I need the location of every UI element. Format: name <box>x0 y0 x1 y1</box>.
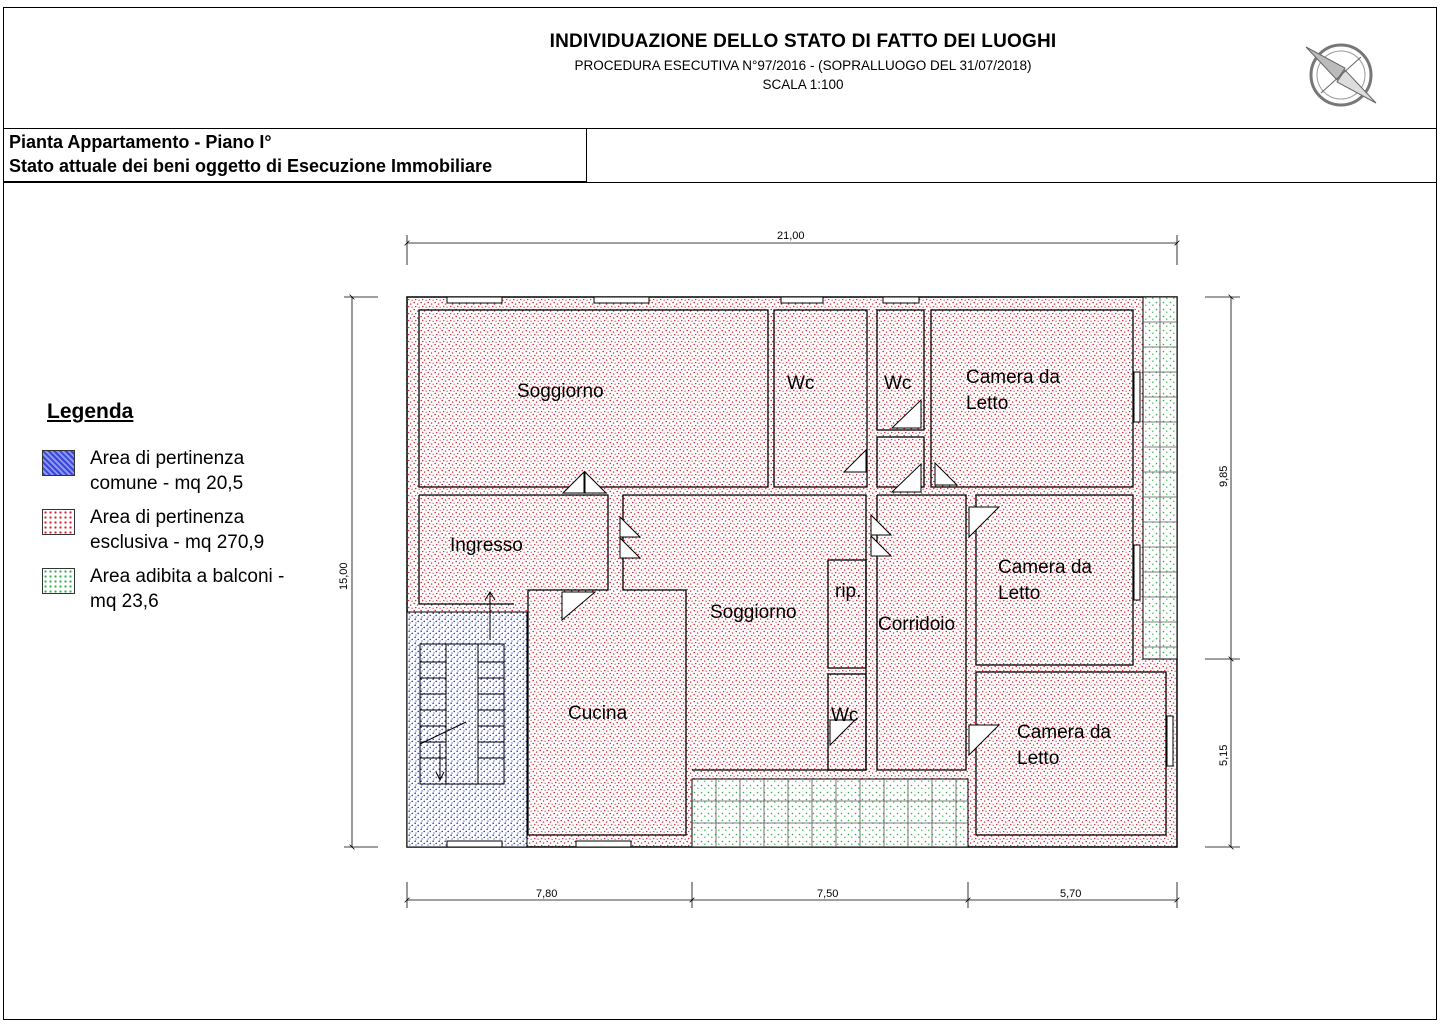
balcony-right <box>1143 297 1177 659</box>
room-label-camera: Camera da <box>1017 722 1111 743</box>
legend-title: Legenda <box>47 400 134 423</box>
room-label-wc: Wc <box>787 373 815 394</box>
room-label-soggiorno: Soggiorno <box>710 602 797 623</box>
legend-item-label: esclusiva - mq 270,9 <box>90 532 265 553</box>
room-label-ripostiglio: rip. <box>835 581 862 602</box>
room-label-camera: Letto <box>966 393 1009 414</box>
dimension-label-depth: 15,00 <box>338 562 350 590</box>
drawing-scale: SCALA 1:100 <box>762 77 844 92</box>
drawing-title: INDIVIDUAZIONE DELLO STATO DI FATTO DEI LUOGHI <box>549 31 1057 52</box>
legend-item-label: Area adibita a balconi - <box>90 566 285 587</box>
room-label-wc: Wc <box>884 373 912 394</box>
room-label-camera: Letto <box>998 583 1041 604</box>
dimension-label-bottom: 7,50 <box>817 888 839 900</box>
room-label-camera: Letto <box>1017 748 1060 769</box>
room-label-soggiorno: Soggiorno <box>517 381 604 402</box>
drawing-subtitle: PROCEDURA ESECUTIVA N°97/2016 - (SOPRALLUOGO DEL 31/07/2018) <box>574 58 1032 73</box>
room-label-cucina: Cucina <box>568 703 628 724</box>
legend-item-label: mq 23,6 <box>90 591 159 612</box>
dimension-label-right-upper: 9,85 <box>1218 465 1230 487</box>
legend-item-label: comune - mq 20,5 <box>90 473 244 494</box>
legend-item-label: Area di pertinenza <box>90 448 245 469</box>
room-label-ingresso: Ingresso <box>450 535 523 556</box>
legend-item-label: Area di pertinenza <box>90 507 245 528</box>
room-label-corridoio: Corridoio <box>878 614 956 635</box>
dimension-label-width: 21,00 <box>777 230 805 242</box>
balcony-bottom <box>692 779 968 847</box>
common-area-stairwell <box>407 612 527 847</box>
plan-heading-line1: Pianta Appartamento - Piano I° <box>9 132 272 152</box>
dimension-label-bottom: 7,80 <box>536 888 558 900</box>
dimension-label-right-lower: 5,15 <box>1218 744 1230 766</box>
plan-heading-line2: Stato attuale dei beni oggetto di Esecuzione Immobiliare <box>9 156 493 176</box>
room-label-wc: Wc <box>831 705 859 726</box>
north-arrow-icon <box>1306 45 1376 105</box>
room-label-camera: Camera da <box>998 557 1092 578</box>
room-label-camera: Camera da <box>966 367 1060 388</box>
dimension-label-bottom: 5,70 <box>1060 888 1082 900</box>
